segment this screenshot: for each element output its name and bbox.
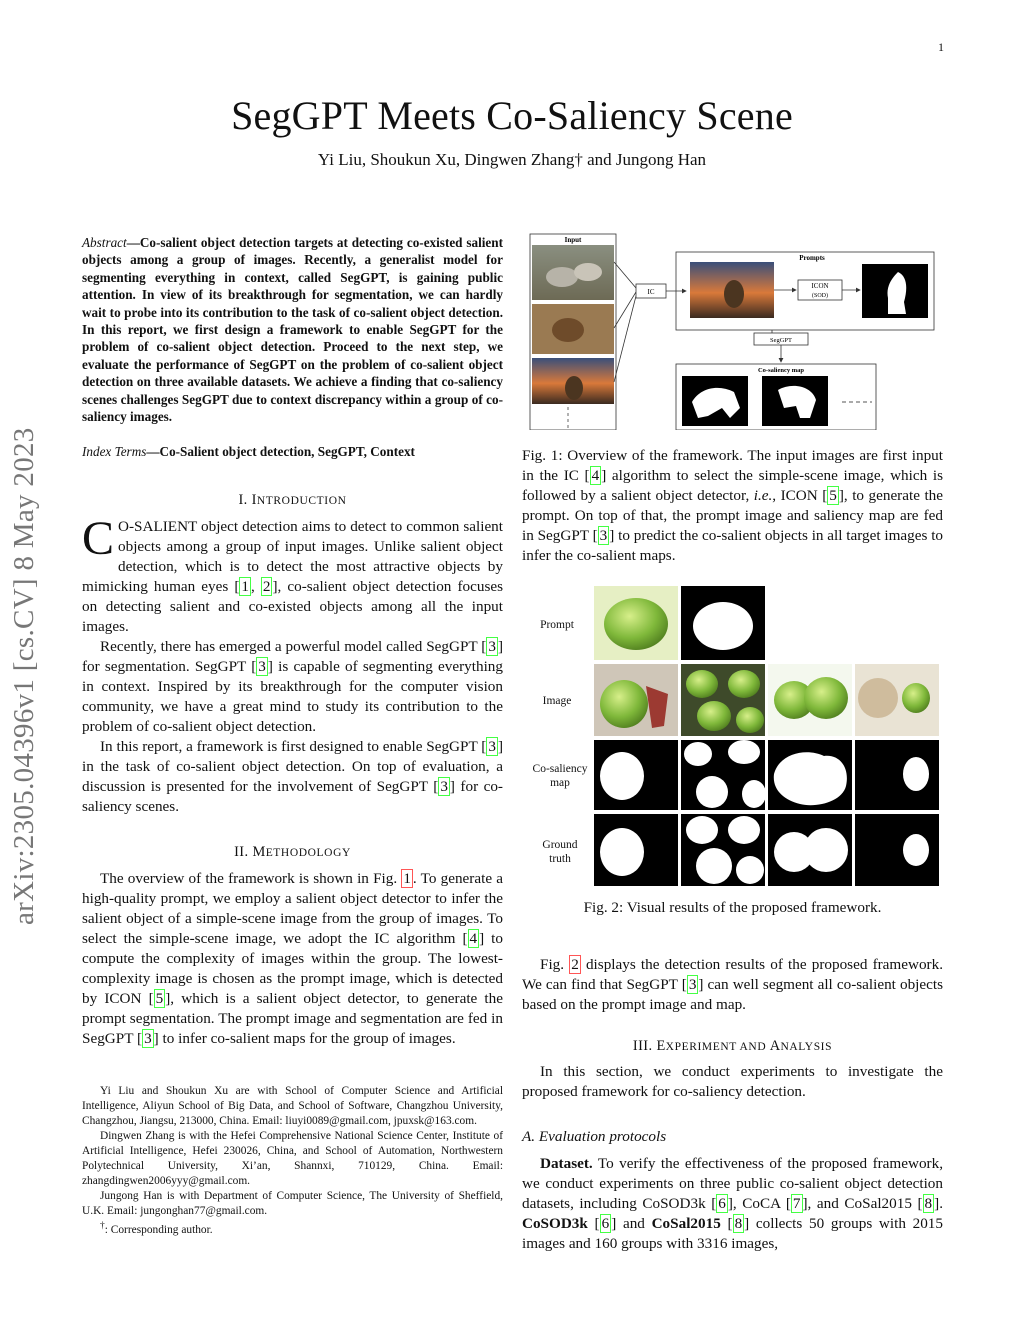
footnote-3: Jungong Han is with Department of Computer Science, The University of Sheffield, U.K. Email: jungonghan77@gmail.com. — [82, 1190, 503, 1217]
abstract-label: Abstract — [82, 235, 127, 250]
citation-link[interactable]: 5 — [155, 990, 164, 1007]
citation-link[interactable]: 4 — [591, 467, 600, 484]
arxiv-stamp: arXiv:2305.04396v1 [cs.CV] 8 May 2023 — [8, 427, 40, 925]
citation-link[interactable]: 3 — [488, 638, 496, 655]
dataset-paragraph: Dataset. To verify the effectiveness of the proposed framework, we conduct experiments on three public co-salient object detection datasets, including CoSOD3k [ 6 ], CoCA [ 7 ], and CoSal2015 [ 8 ]. CoSOD3k [ 6 ] and CoSal2015 [ 8 ] collects 50 groups with 2015 images and 160 groups with 3316 images, — [522, 1155, 943, 1252]
intro-body — [82, 512, 503, 817]
figure-2-grid — [522, 586, 944, 890]
dropcap: C — [82, 512, 115, 565]
ic-label: IC — [647, 288, 655, 296]
figure-link[interactable]: 2 — [571, 956, 579, 973]
footnote-4: †: Corresponding author. — [100, 1221, 213, 1236]
citation-link[interactable]: 4 — [469, 930, 478, 947]
row-label-image: Image — [542, 695, 572, 707]
row-label-prompt: Prompt — [540, 619, 574, 631]
abstract-text: —Co-salient object detection targets at detecting co-existed salient objects among a group of images. Recently, a generalist model for segmenting everything in context, called SegGPT, is gaining public attention. In view of its breakthrough for segmentation, we can hardly wait to probe into its contribution to the task of co-salient object detection. In this report, we first design a framework to enable SegGPT for the problem of co-salient object detection. Proceed to the next step, we evaluate the performance of SegGPT on the problem of co-salient object detection on three available datasets. We achieve a finding that co-saliency scenes challenges SegGPT due to context discrepancy within a group of co-saliency images. — [82, 235, 503, 425]
index-terms-text: —Co-Salient object detection, SegGPT, Context — [146, 444, 415, 459]
section-heading-introduction: I. INTRODUCTION — [238, 492, 347, 508]
results-paragraph: Fig. 2 displays the detection results of the proposed framework. We can find that SegGPT [ 3 ] can well segment all co-salient objects based on the prompt image and map. — [522, 956, 943, 1013]
icon-label: ICON — [811, 282, 829, 290]
page-number: 1 — [938, 40, 944, 54]
prompts-label: Prompts — [799, 254, 825, 262]
figure-1-caption: Fig. 1: Overview of the framework. The input images are first input in the IC [ 4 ] algorithm to select the simple-scene image, which is followed by a salient object detector, i.e., ICON [ 5 ], to generate the prompt. On top of that, the prompt image and saliency map are fed in SegGPT [ 3 ] to predict the co-salient objects in all target images to infer the co-salient maps. — [522, 447, 944, 564]
seggpt-label: SegGPT — [769, 337, 793, 344]
citation-link[interactable]: 7 — [792, 1195, 801, 1212]
results-grid — [594, 586, 944, 890]
intro-paragraph-3: In this report, a framework is first designed to enable SegGPT [ 3 ] in the task of co-salient object detection. On top of evaluation, a discussion is presented for the involvement of SegGPT [ 3 ] for co-saliency scenes. — [82, 738, 503, 815]
experiment-intro: In this section, we conduct experiments to investigate the proposed framework for co-saliency detection. — [522, 1063, 943, 1100]
figure-2-caption: Fig. 2: Visual results of the proposed framework. — [583, 899, 882, 916]
icon-sub-label: (SOD) — [812, 293, 828, 299]
method-paragraph: The overview of the framework is shown in Fig. 1 . To generate a high-quality prompt, we employ a salient object detector to infer the salient object of a simple-scene image from the group of images. To select the simple-scene image, we adopt the IC algorithm [ 4 ] to compute the complexity of images within the group. The lowest-complexity image is chosen as the prompt image, which is detected by ICON [ 5 ], which is a salient object detector, to generate the prompt segmentation. The prompt image and segmentation are fed in SegGPT [ 3 ] to infer co-salient maps for the group of images. — [82, 870, 503, 1047]
citation-link[interactable]: 6 — [718, 1195, 726, 1212]
row-label-ground-truth: Ground truth — [542, 839, 578, 865]
framework-diagram — [522, 232, 944, 430]
figure-link[interactable]: 1 — [403, 870, 411, 887]
citation-link[interactable]: 3 — [488, 738, 496, 755]
section-heading-methodology: II. METHODOLOGY — [234, 844, 351, 860]
citation-link[interactable]: 6 — [601, 1215, 610, 1232]
figure-1-diagram — [522, 232, 944, 430]
paper-title: SegGPT Meets Co-Saliency Scene — [231, 93, 793, 138]
citation-link[interactable]: 8 — [924, 1195, 933, 1212]
footnote-1: Yi Liu and Shoukun Xu are with School of Computer Science and Artificial Intelligence, Aliyun School of Big Data, and School of Software, Changzhou University, Changzhou, Jiangsu, 213000, China. Email: liuyi0089@gmail.com, jpuxsk@163.com. — [82, 1085, 503, 1127]
subsection-evaluation-protocols: A. Evaluation protocols — [522, 1128, 667, 1145]
footnotes — [82, 1084, 503, 1238]
citation-link[interactable]: 2 — [262, 578, 271, 595]
intro-paragraph-1: C O-SALIENT object detection aims to detect to common salient objects among a group of input images. Unlike salient object detection, which is to detect the most attractive objects by mimicking human eyes [ 1 , 2 ], co-salient object detection focuses on detecting salient and co-existed objects among all the input images. — [82, 512, 503, 635]
input-label: Input — [564, 236, 582, 244]
index-terms-label: Index Terms — [82, 444, 147, 459]
section-heading-experiment: III. EXPERIMENT AND ANALYSIS — [632, 1038, 833, 1054]
citation-link[interactable]: 3 — [258, 658, 266, 675]
intro-paragraph-2: Recently, there has emerged a powerful model called SegGPT [ 3 ] for segmentation. SegGPT [ 3 ] is capable of segmenting everything in context. Inspired by its breakthrough for the computer vision community, we have a great mind to study its contribution to the problem of co-salient object detection. — [82, 638, 503, 735]
method-body — [82, 869, 503, 1049]
citation-link[interactable]: 1 — [241, 578, 250, 595]
abstract — [82, 234, 503, 425]
index-terms — [82, 444, 503, 460]
footnote-2: Dingwen Zhang is with the Hefei Comprehensive National Science Center, Institute of Artificial Intelligence, Hefei 230026, China, and School of Automation, Northwestern Polytechnical University, Xi’an, Shannxi, 710129, China. Email: zhangdingwen2006yyy@gmail.com. — [82, 1130, 503, 1187]
citation-link[interactable]: 3 — [688, 976, 697, 993]
citation-link[interactable]: 5 — [829, 487, 837, 504]
citation-link[interactable]: 3 — [599, 527, 608, 544]
citation-link[interactable]: 3 — [144, 1030, 152, 1047]
citation-link[interactable]: 8 — [734, 1215, 743, 1232]
row-label-cosaliency-map: Co-saliency map — [532, 763, 588, 789]
citation-link[interactable]: 3 — [440, 778, 448, 795]
paper-authors: Yi Liu, Shoukun Xu, Dingwen Zhang† and Jungong Han — [317, 150, 707, 169]
cosaliency-map-label: Co-saliency map — [757, 367, 805, 374]
